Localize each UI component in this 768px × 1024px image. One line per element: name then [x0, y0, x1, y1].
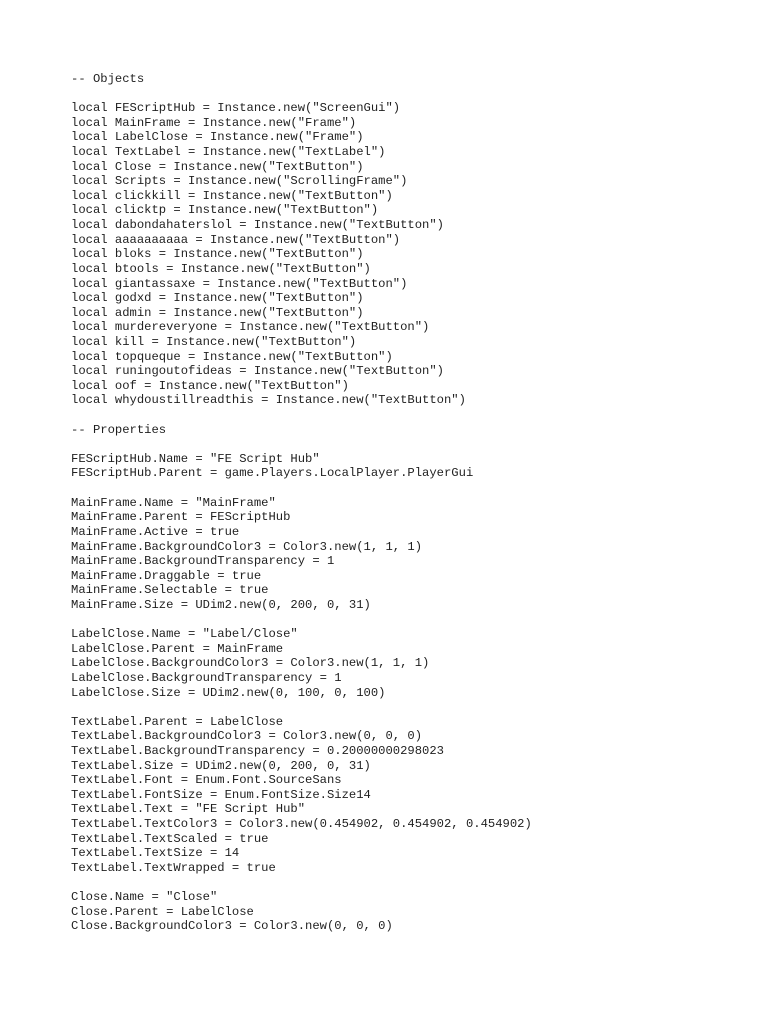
code-line: LabelClose.Size = UDim2.new(0, 100, 0, 100) — [71, 685, 386, 700]
blank-line — [71, 87, 751, 102]
code-line: local murdereveryone = Instance.new("TextButton") — [71, 320, 430, 335]
code-line: TextLabel.Size = UDim2.new(0, 200, 0, 31) — [71, 758, 371, 773]
code-line: local TextLabel = Instance.new("TextLabel") — [71, 145, 386, 160]
code-line: local oof = Instance.new("TextButton") — [71, 378, 349, 393]
code-line: TextLabel.BackgroundColor3 = Color3.new(0, 0, 0) — [71, 729, 423, 744]
code-line: TextLabel.Text = "FE Script Hub" — [71, 802, 306, 817]
code-line: FEScriptHub.Parent = game.Players.LocalPlayer.PlayerGui — [71, 466, 474, 481]
blank-line — [71, 481, 751, 496]
code-line: local btools = Instance.new("TextButton") — [71, 261, 371, 276]
code-line: local whydoustillreadthis = Instance.new("TextButton") — [71, 393, 466, 408]
code-line: Close.Name = "Close" — [71, 890, 218, 905]
code-line: local dabondahaterslol = Instance.new("TextButton") — [71, 218, 444, 233]
code-line: TextLabel.TextScaled = true — [71, 831, 269, 846]
code-line: TextLabel.BackgroundTransparency = 0.20000000298023 — [71, 744, 444, 759]
code-line: TextLabel.Font = Enum.Font.SourceSans — [71, 773, 342, 788]
code-line: MainFrame.Selectable = true — [71, 583, 269, 598]
code-line: local bloks = Instance.new("TextButton") — [71, 247, 364, 262]
code-line: local runingoutofideas = Instance.new("TextButton") — [71, 364, 444, 379]
blank-line — [71, 876, 751, 891]
code-line: local clickkill = Instance.new("TextButton") — [71, 188, 393, 203]
code-line: Close.Parent = LabelClose — [71, 904, 254, 919]
code-line: LabelClose.BackgroundTransparency = 1 — [71, 670, 342, 685]
code-line: local godxd = Instance.new("TextButton") — [71, 291, 364, 306]
code-line: TextLabel.TextColor3 = Color3.new(0.454902, 0.454902, 0.454902) — [71, 817, 532, 832]
code-line: local admin = Instance.new("TextButton") — [71, 305, 364, 320]
code-line: LabelClose.Name = "Label/Close" — [71, 627, 298, 642]
code-line: local kill = Instance.new("TextButton") — [71, 334, 357, 349]
code-line: local Scripts = Instance.new("ScrollingFrame") — [71, 174, 408, 189]
code-line: local clicktp = Instance.new("TextButton") — [71, 203, 379, 218]
code-line: FEScriptHub.Name = "FE Script Hub" — [71, 451, 320, 466]
code-line: MainFrame.Size = UDim2.new(0, 200, 0, 31) — [71, 597, 371, 612]
code-line: MainFrame.BackgroundTransparency = 1 — [71, 554, 335, 569]
code-line: local aaaaaaaaaa = Instance.new("TextButton") — [71, 232, 401, 247]
blank-line — [71, 408, 751, 423]
code-line: Close.BackgroundColor3 = Color3.new(0, 0, 0) — [71, 919, 393, 934]
code-line: local topqueque = Instance.new("TextButton") — [71, 349, 393, 364]
code-line: local MainFrame = Instance.new("Frame") — [71, 115, 357, 130]
code-listing — [71, 72, 751, 934]
code-line: TextLabel.TextWrapped = true — [71, 860, 276, 875]
code-line: local giantassaxe = Instance.new("TextButton") — [71, 276, 408, 291]
code-line: TextLabel.Parent = LabelClose — [71, 714, 284, 729]
code-line: LabelClose.BackgroundColor3 = Color3.new(1, 1, 1) — [71, 656, 430, 671]
section-comment: -- Properties — [71, 422, 167, 437]
code-line: MainFrame.BackgroundColor3 = Color3.new(1, 1, 1) — [71, 539, 423, 554]
code-line: TextLabel.FontSize = Enum.FontSize.Size14 — [71, 787, 371, 802]
section-comment: -- Objects — [71, 72, 145, 86]
code-line: local Close = Instance.new("TextButton") — [71, 159, 364, 174]
blank-line — [71, 700, 751, 715]
code-line: local FEScriptHub = Instance.new("ScreenGui") — [71, 101, 401, 116]
code-line: MainFrame.Draggable = true — [71, 568, 262, 583]
blank-line — [71, 437, 751, 452]
code-line: MainFrame.Parent = FEScriptHub — [71, 510, 291, 525]
code-line: MainFrame.Name = "MainFrame" — [71, 495, 276, 510]
blank-line — [71, 613, 751, 628]
code-line: local LabelClose = Instance.new("Frame") — [71, 130, 364, 145]
code-line: LabelClose.Parent = MainFrame — [71, 641, 284, 656]
code-line: TextLabel.TextSize = 14 — [71, 846, 240, 861]
code-line: MainFrame.Active = true — [71, 524, 240, 539]
